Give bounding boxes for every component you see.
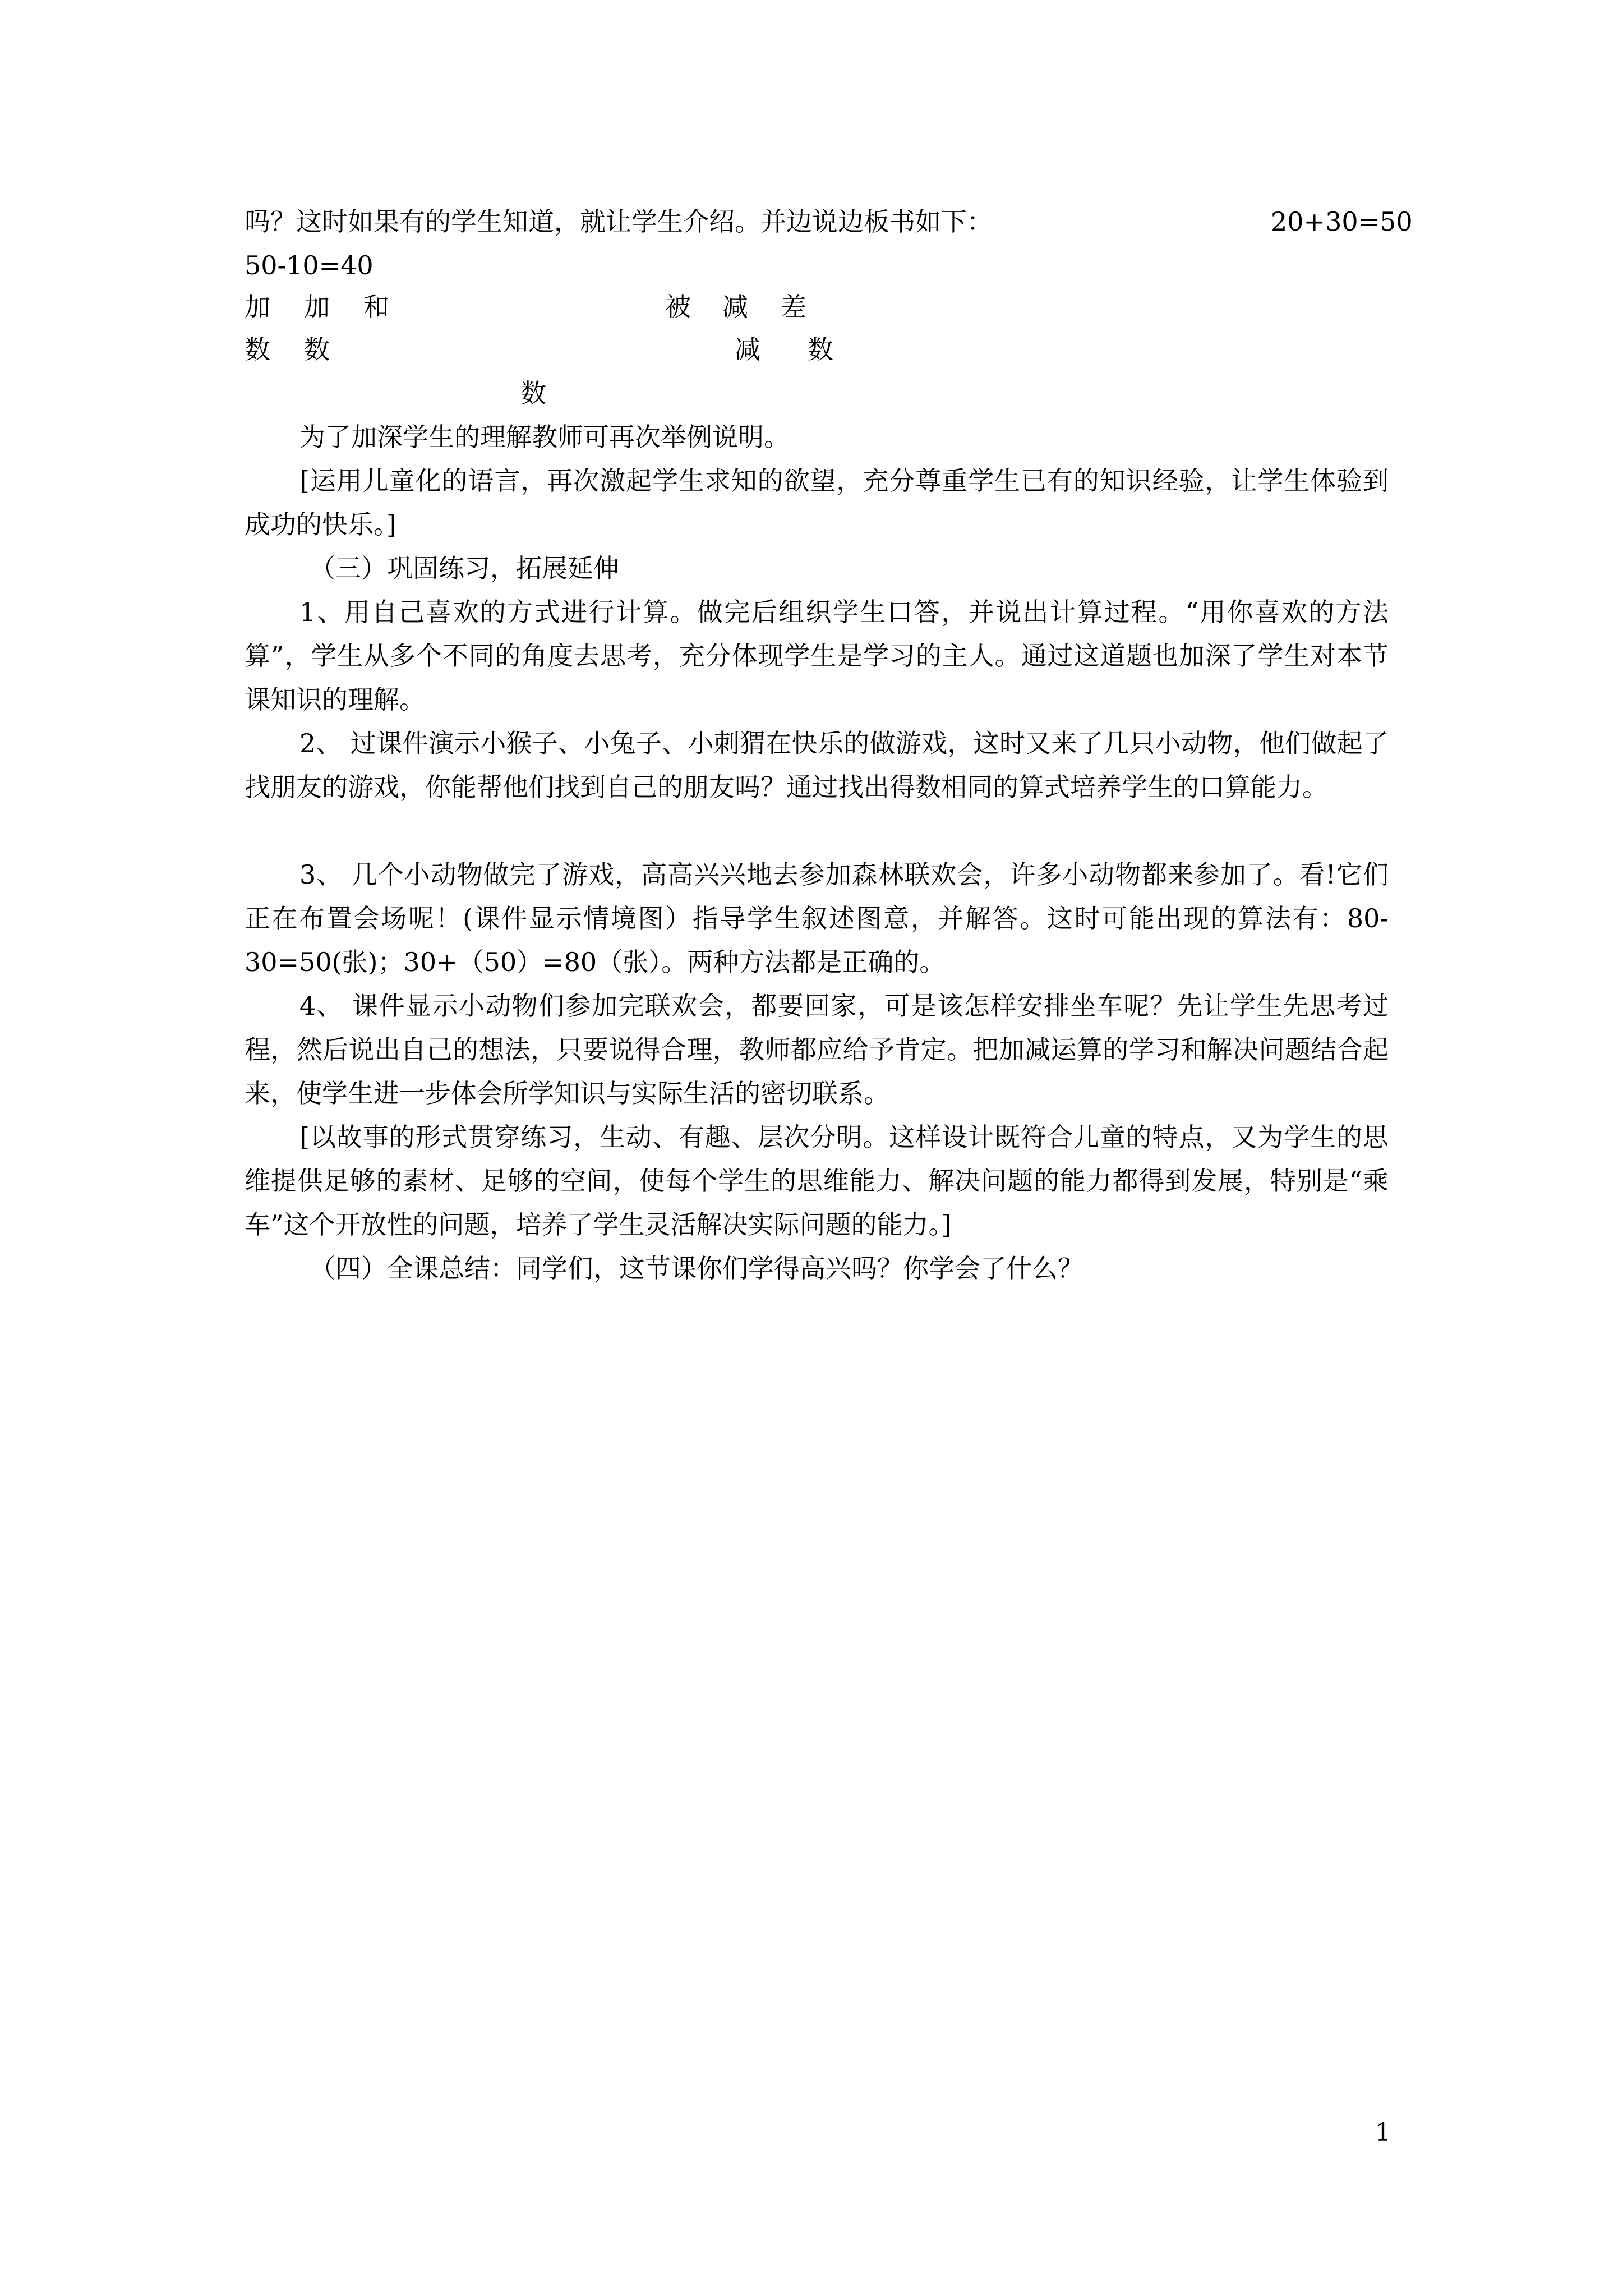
label-sum: 和 xyxy=(363,292,389,322)
label-shu-4: 数 xyxy=(520,378,546,408)
label-difference: 差 xyxy=(781,292,806,322)
section-heading-4: （四）全课总结：同学们，这节课你们学得高兴吗？你学会了什么？ xyxy=(310,1253,1083,1283)
label-shu-1: 数 xyxy=(245,334,270,365)
label-subtrahend: 减 xyxy=(722,292,748,322)
paragraph-exercise-4: 4、 课件显示小动物们参加完联欢会，都要回家，可是该怎样安排坐车呢？先让学生先思考过程，然后说出自己的想法，只要说得合理，教师都应给予肯定。把加减运算的学习和解决问题结合起来，使学生进一步体会所学知识与实际生活的密切联系。 xyxy=(245,991,1389,1108)
label-jian-2: 减 xyxy=(735,334,760,365)
label-shu-2: 数 xyxy=(304,334,330,365)
label-addend-2: 加 xyxy=(304,292,330,322)
equation-subtraction: 50-10=40 xyxy=(245,250,374,280)
section-heading-3: （三）巩固练习，拓展延伸 xyxy=(310,553,619,583)
intro-line: 吗？这时如果有的学生知道，就让学生介绍。并边说边板书如下： xyxy=(245,206,993,237)
paragraph-exercise-2: 2、 过课件演示小猴子、小兔子、小刺猬在快乐的做游戏，这时又来了几只小动物，他们做起了找朋友的游戏，你能帮他们找到自己的朋友吗？通过找出得数相同的算式培养学生的口算能力。 xyxy=(245,728,1389,802)
paragraph-exercise-1: 1、用自己喜欢的方式进行计算。做完后组织学生口答，并说出计算过程。“用你喜欢的方法算”，学生从多个不同的角度去思考，充分体现学生是学习的主人。通过这道题也加深了学生对本节课知识的理解。 xyxy=(245,597,1389,715)
paragraph-comment-2: [以故事的形式贯穿练习，生动、有趣、层次分明。这样设计既符合儿童的特点，又为学生的思维提供足够的素材、足够的空间，使每个学生的思维能力、解决问题的能力都得到发展，特别是“乘车”这个开放性的问题，培养了学生灵活解决实际问题的能力。] xyxy=(245,1122,1389,1240)
equation-addition: 20+30=50 xyxy=(1271,206,1413,237)
label-shu-3: 数 xyxy=(808,334,833,365)
label-minuend: 被 xyxy=(665,292,691,322)
paragraph-exercise-3: 3、 几个小动物做完了游戏，高高兴兴地去参加森林联欢会，许多小动物都来参加了。看!它们正在布置会场呢！(课件显示情境图）指导学生叙述图意，并解答。这时可能出现的算法有：80-30=50(张)；30+（50）=80（张）。两种方法都是正确的。 xyxy=(245,859,1389,977)
page-number: 1 xyxy=(1375,2118,1391,2147)
paragraph-example: 为了加深学生的理解教师可再次举例说明。 xyxy=(299,422,790,452)
label-addend-1: 加 xyxy=(245,292,270,322)
paragraph-comment-1: [运用儿童化的语言，再次激起学生求知的欲望，充分尊重学生已有的知识经验，让学生体验到成功的快乐。] xyxy=(245,466,1389,540)
